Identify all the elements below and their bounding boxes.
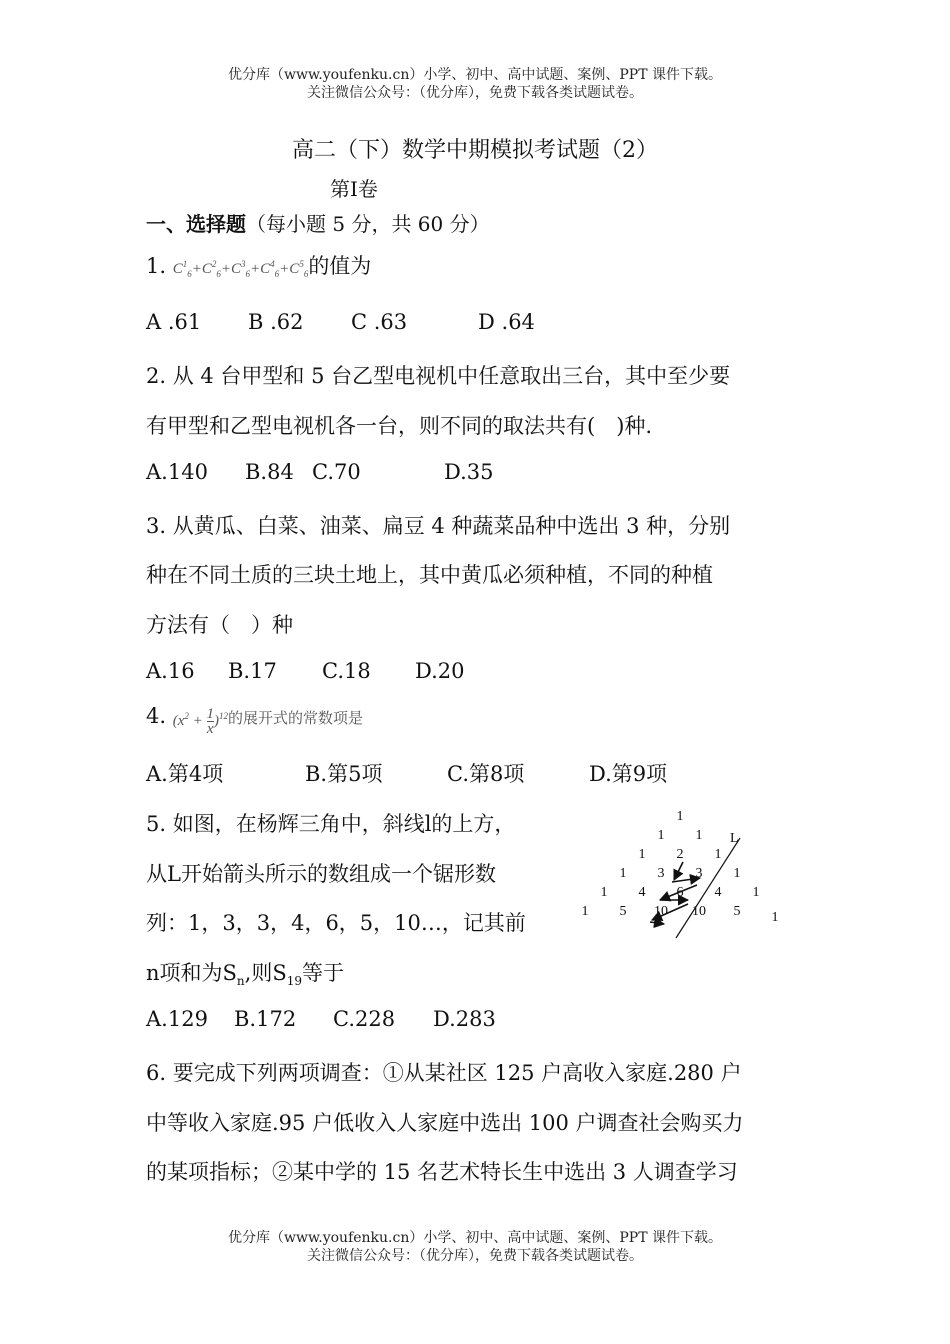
triangle-number: 4 <box>714 885 722 900</box>
triangle-number: 1 <box>581 904 589 919</box>
line-label-l: L <box>730 831 739 846</box>
triangle-number: 4 <box>638 885 646 900</box>
q3-line-3: 方法有（ ）种 <box>146 613 293 637</box>
q3-option-b: B.17 <box>228 659 277 683</box>
question-4 <box>146 704 364 738</box>
q1-option-a: A .61 <box>146 310 202 334</box>
triangle-number: 1 <box>600 885 608 900</box>
q6-line-2: 中等收入家庭.95 户低收入人家庭中选出 100 户调查社会购买力 <box>146 1111 744 1135</box>
diagonal-line-l <box>676 838 740 938</box>
triangle-number: 5 <box>733 904 741 919</box>
q2-option-b: B.84 <box>245 460 294 484</box>
q3-option-d: D.20 <box>415 659 465 683</box>
q6-line-3: 的某项指标；②某中学的 15 名艺术特长生中选出 3 人调查学习 <box>146 1160 738 1184</box>
section-heading-note: （每小题 5 分，共 60 分） <box>246 212 490 236</box>
footer-line-1: 优分库（www.youfenku.cn）小学、初中、高中试题、案例、PPT 课件下载。 <box>227 1230 722 1246</box>
triangle-number: 1 <box>657 828 665 843</box>
triangle-number: 1 <box>638 847 646 862</box>
question-1 <box>146 250 371 280</box>
q2-line-1: 2. 从 4 台甲型和 5 台乙型电视机中任意取出三台，其中至少要 <box>146 364 731 388</box>
triangle-number: 10 <box>692 904 706 919</box>
q3-line-1: 3. 从黄瓜、白菜、油菜、扁豆 4 种蔬菜品种中选出 3 种，分别 <box>146 514 731 538</box>
header-watermark <box>0 66 950 102</box>
q2-option-d: D.35 <box>444 460 494 484</box>
triangle-number: 10 <box>654 904 668 919</box>
triangle-number: 2 <box>676 847 684 862</box>
q5-option-d: D.283 <box>433 1007 496 1031</box>
q5-option-a: A.129 <box>146 1007 208 1031</box>
q4-option-d: D.第9项 <box>589 762 668 786</box>
q4-option-c: C.第8项 <box>447 762 525 786</box>
q1-option-d: D .64 <box>478 310 535 334</box>
q4-text: 的展开式的常数项是 <box>228 709 364 727</box>
watermark-line-1: 优分库（www.youfenku.cn）小学、初中、高中试题、案例、PPT 课件下载。 <box>227 67 722 83</box>
q1-formula: $C^1_6+C^2_6+C^3_6+C^4_6+C^5_6$ <box>172 259 309 279</box>
watermark-line-2: 关注微信公众号：（优分库），免费下载各类试题试卷。 <box>307 85 643 101</box>
q3-option-a: A.16 <box>146 659 195 683</box>
q4-option-b: B.第5项 <box>305 762 383 786</box>
q3-option-c: C.18 <box>322 659 371 683</box>
q5-line-2: 从L开始箭头所示的数组成一个锯形数 <box>146 862 496 886</box>
triangle-number: 1 <box>676 809 684 824</box>
q3-options <box>146 659 465 683</box>
pascal-triangle-figure <box>581 800 792 940</box>
q4-number: 4. <box>146 704 167 728</box>
q4-formula: ($x^2$ + $\frac{1}{x}$ )$^{12}$ <box>172 706 229 738</box>
triangle-number: 1 <box>733 866 741 881</box>
q1-option-c: C .63 <box>351 310 408 334</box>
triangle-number: 1 <box>695 828 703 843</box>
q6-line-1: 6. 要完成下列两项调查：①从某社区 125 户高收入家庭.280 户 <box>146 1061 742 1085</box>
q5-line-4: n项和为$S_n$,则$S_{19}$等于 <box>146 961 344 989</box>
footer-line-2: 关注微信公众号：（优分库），免费下载各类试题试卷。 <box>307 1248 643 1264</box>
triangle-number: 1 <box>714 847 722 862</box>
q1-option-b: B .62 <box>248 310 304 334</box>
triangle-number: 6 <box>676 885 684 900</box>
q1-options <box>146 310 535 334</box>
q2-line-2: 有甲型和乙型电视机各一台，则不同的取法共有( )种. <box>146 414 653 438</box>
arrow-icon <box>674 862 683 880</box>
q4-options <box>146 758 667 788</box>
section-heading <box>146 208 490 237</box>
triangle-number: 1 <box>619 866 627 881</box>
triangle-number: 1 <box>752 885 760 900</box>
q5-line-1: 5. 如图，在杨辉三角中，斜线l的上方， <box>146 812 516 836</box>
q5-line-3: 列：1，3，3，4，6，5，10…，记其前 <box>146 911 526 935</box>
volume-label: 第Ⅰ卷 <box>330 177 378 201</box>
q1-text: 的值为 <box>308 254 372 278</box>
q5-option-b: B.172 <box>234 1007 297 1031</box>
triangle-number: 5 <box>619 904 627 919</box>
q3-line-2: 种在不同土质的三块土地上，其中黄瓜必须种植，不同的种植 <box>146 563 713 587</box>
q5-option-c: C.228 <box>333 1007 396 1031</box>
triangle-number: 3 <box>695 866 703 881</box>
section-heading-bold: 一、选择题 <box>146 212 246 236</box>
q1-number: 1. <box>146 254 167 278</box>
arrow-icon <box>650 922 664 924</box>
q4-option-a: A.第4项 <box>146 762 224 786</box>
q2-options <box>146 460 494 484</box>
q2-option-a: A.140 <box>146 460 208 484</box>
q2-option-c: C.70 <box>312 460 361 484</box>
page-title: 高二（下）数学中期模拟考试题（2） <box>292 138 658 163</box>
footer-watermark <box>0 1229 950 1265</box>
triangle-number: 1 <box>771 910 779 925</box>
q5-options <box>146 1007 496 1031</box>
triangle-number: 3 <box>657 866 665 881</box>
